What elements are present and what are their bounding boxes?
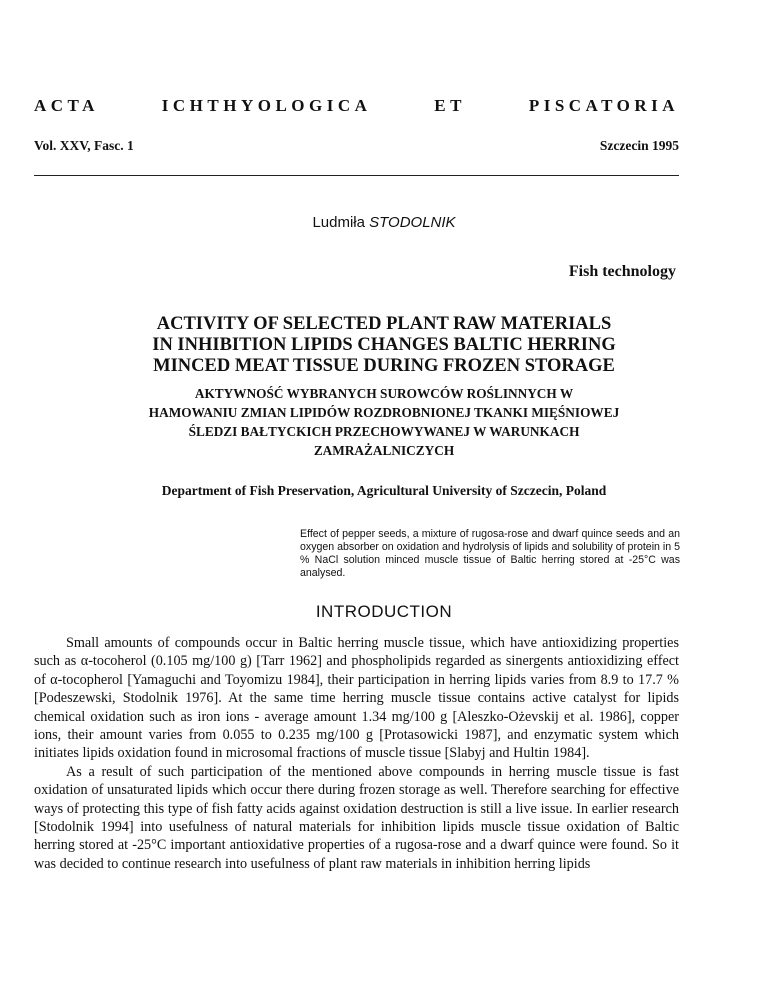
introduction-body [34,634,679,873]
section-tag: Fish technology [568,263,676,280]
place-year: Szczecin 1995 [599,138,679,153]
author-given-name: Ludmiła [312,214,365,231]
title-en-line: IN INHIBITION LIPIDS CHANGES BALTIC HERRING [152,335,616,355]
journal-title [34,96,679,116]
article-title-english [0,314,768,377]
introduction-heading: INTRODUCTION [315,602,453,621]
journal-word-piscatoria: PISCATORIA [528,96,679,115]
author-name [0,214,768,231]
author-surname: STODOLNIK [369,214,456,231]
body-paragraph: As a result of such participation of the mentioned above compounds in herring muscle tissue is fast oxidation of unsaturated lipids which occur there during frozen storage as well. Therefore searching for effective ways of protecting this type of fish fatty acids against oxidation destruction is still a live issue. In earlier research [Stodolnik 1994] into usefulness of natural materials for inhibition lipids muscle tissue oxidation of Baltic herring stored at -25°C important antioxidative properties of a rugosa-rose and a dwarf quince were found. So it was decided to continue research into usefulness of plant raw materials in inhibition herring lipids [34,763,679,872]
title-pl-line: HAMOWANIU ZMIAN LIPIDÓW ROZDROBNIONEJ TKANKI MIĘŚNIOWEJ [148,405,620,420]
volume-row [34,138,679,154]
abstract: Effect of pepper seeds, a mixture of rugosa-rose and dwarf quince seeds and an oxygen absorber on oxidation and hydrolysis of lipids and solubility of protein in 5 % NaCl solution minced muscle tissue of Baltic herring stored at -25°C was analysed. [300,528,680,579]
affiliation: Department of Fish Preservation, Agricultural University of Szczecin, Poland [161,483,607,498]
volume-issue: Vol. XXV, Fasc. 1 [34,138,134,153]
journal-word-et: ET [434,96,466,115]
title-pl-line: AKTYWNOŚĆ WYBRANYCH SUROWCÓW ROŚLINNYCH W [194,386,574,401]
body-paragraph: Small amounts of compounds occur in Baltic herring muscle tissue, which have antioxidizing properties such as α-tocoherol (0.105 mg/100 g) [Tarr 1962] and phospholipids regarded as sinergents antioxidizing effect of α-tocopherol [Yamaguchi and Toyomizu 1984], their participation in herring lipids varies from 8.9 to 17.7 % [Podeszewski, Stodolnik 1976]. At the same time herring muscle tissue contains active catalyst for lipids chemical oxidation such as iron ions - average amount 1.34 mg/100 g [Aleszko-Ożevskij et al. 1986], copper ions, their amount varies from 0.055 to 0.235 mg/100 g [Protasowicki 1987], and enzymatic system which initiates lipids oxidation found in microsomal fractions of muscle tissue [Slabyj and Hultin 1984]. [34,635,679,762]
title-pl-line: ŚLEDZI BAŁTYCKICH PRZECHOWYWANEJ W WARUNKACH [188,424,580,439]
title-pl-line: ZAMRAŻALNICZYCH [313,443,455,458]
title-en-line: ACTIVITY OF SELECTED PLANT RAW MATERIALS [156,314,612,334]
journal-word-ichthyologica: ICHTHYOLOGICA [161,96,372,115]
title-en-line: MINCED MEAT TISSUE DURING FROZEN STORAGE [153,356,615,376]
journal-word-acta: ACTA [34,96,99,115]
header-rule [34,175,679,176]
article-title-polish [0,384,768,460]
